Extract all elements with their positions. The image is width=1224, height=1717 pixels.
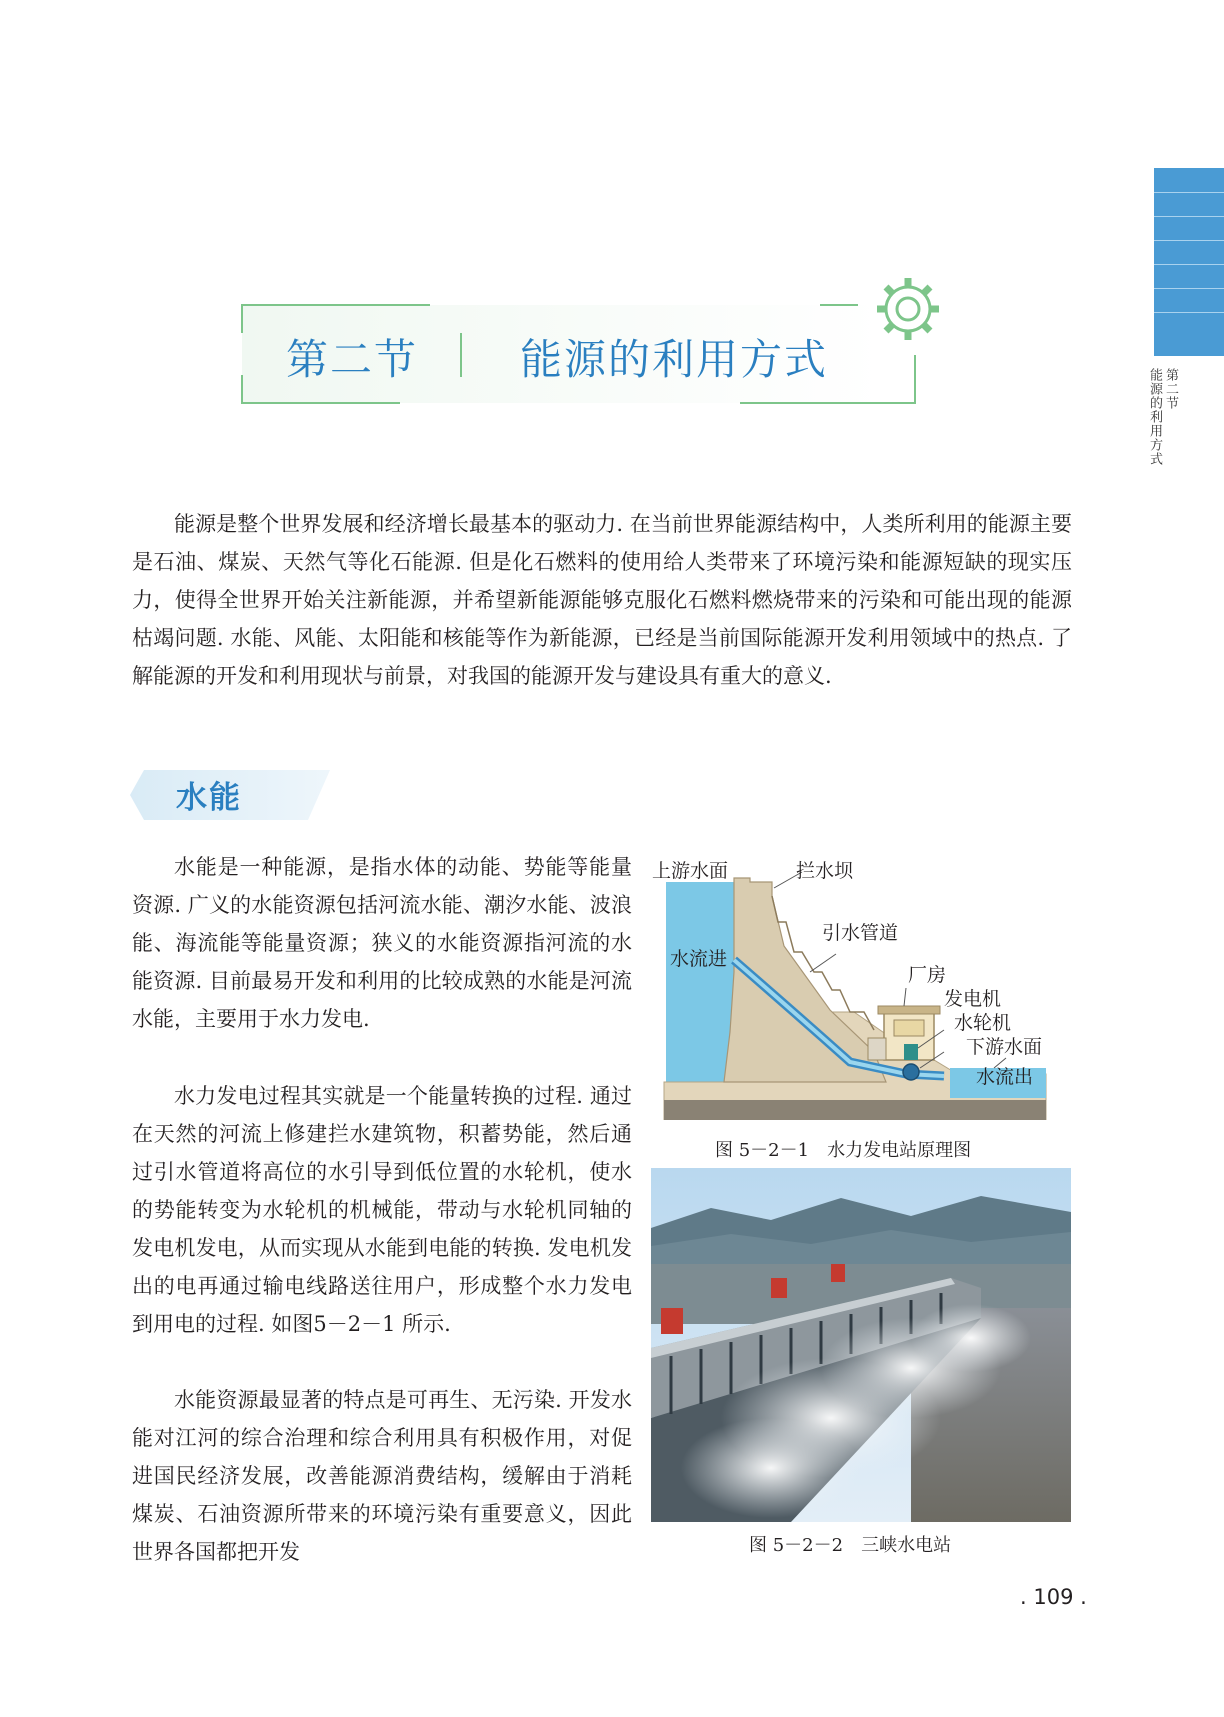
label-outflow: 水流出 [976, 1066, 1034, 1088]
side-label-title: 能源的利用方式 [1147, 368, 1162, 466]
section-title: 能源的利用方式 [520, 335, 829, 384]
gear-icon [877, 278, 939, 340]
side-label-number: 第二节 [1163, 368, 1178, 410]
title-divider [460, 333, 462, 377]
label-dam: 拦水坝 [796, 860, 854, 882]
label-pipe: 引水管道 [822, 922, 899, 944]
label-upstream: 上游水面 [652, 860, 729, 882]
body-paragraph: 水能资源最显著的特点是可再生、无污染. 开发水能对江河的综合治理和综合利用具有积极作用，对促进国民经济发展，改善能源消费结构，缓解由于消耗煤炭、石油资源所带来的环境污染有重要意义，因此世界各国都把开发 [132, 1388, 632, 1564]
page-number: . 109 . [1020, 1585, 1087, 1609]
label-turbine: 水轮机 [954, 1012, 1012, 1034]
intro-paragraph: 能源是整个世界发展和经济增长最基本的驱动力. 在当前世界能源结构中，人类所利用的能源主要是石油、煤炭、天然气等化石能源. 但是化石燃料的使用给人类带来了环境污染和能源短缺的现实压力，使得全世界开始关注新能源，并希望新能源能够克服化石燃料燃烧带来的污染和可能出现的能源枯竭问题. 水能、风能、太阳能和核能等作为新能源，已经是当前国际能源开发利用领域中的热点. 了解能源的开发和利用现状与前景，对我国的能源开发与建设具有重大的意义. [132, 512, 1072, 688]
three-gorges-photo [651, 1168, 1071, 1522]
label-downstream: 下游水面 [966, 1036, 1043, 1058]
figure-caption: 图 5－2－2 三峡水电站 [749, 1535, 952, 1556]
label-powerhouse: 厂房 [908, 964, 947, 986]
label-inflow: 水流进 [670, 948, 728, 970]
subsection-heading: 水能 [176, 780, 242, 816]
side-section-label [1147, 368, 1178, 466]
body-paragraph: 水力发电过程其实就是一个能量转换的过程. 通过在天然的河流上修建拦水建筑物，积蓄势能，然后通过引水管道将高位的水引导到低位置的水轮机，使水的势能转变为水轮机的机械能，带动与水轮机同轴的发电机发电，从而实现从水能到电能的转换. 发电机发出的电再通过输电线路送往用户，形成整个水力发电到用电的过程. 如图5－2－1 所示. [132, 1084, 632, 1336]
figure-caption: 图 5－2－1 水力发电站原理图 [715, 1140, 972, 1161]
label-generator: 发电机 [944, 988, 1002, 1010]
section-title-banner [240, 275, 960, 410]
section-number: 第二节 [286, 335, 419, 384]
body-paragraph: 水能是一种能源，是指水体的动能、势能等能量资源. 广义的水能资源包括河流水能、潮汐水能、波浪能、海流能等能量资源；狭义的水能资源指河流的水能资源. 目前最易开发和利用的比较成熟的水能是河流水能，主要用于水力发电. [132, 855, 632, 1031]
chapter-side-tab [1154, 168, 1224, 356]
hydropower-diagram [654, 862, 1056, 1120]
